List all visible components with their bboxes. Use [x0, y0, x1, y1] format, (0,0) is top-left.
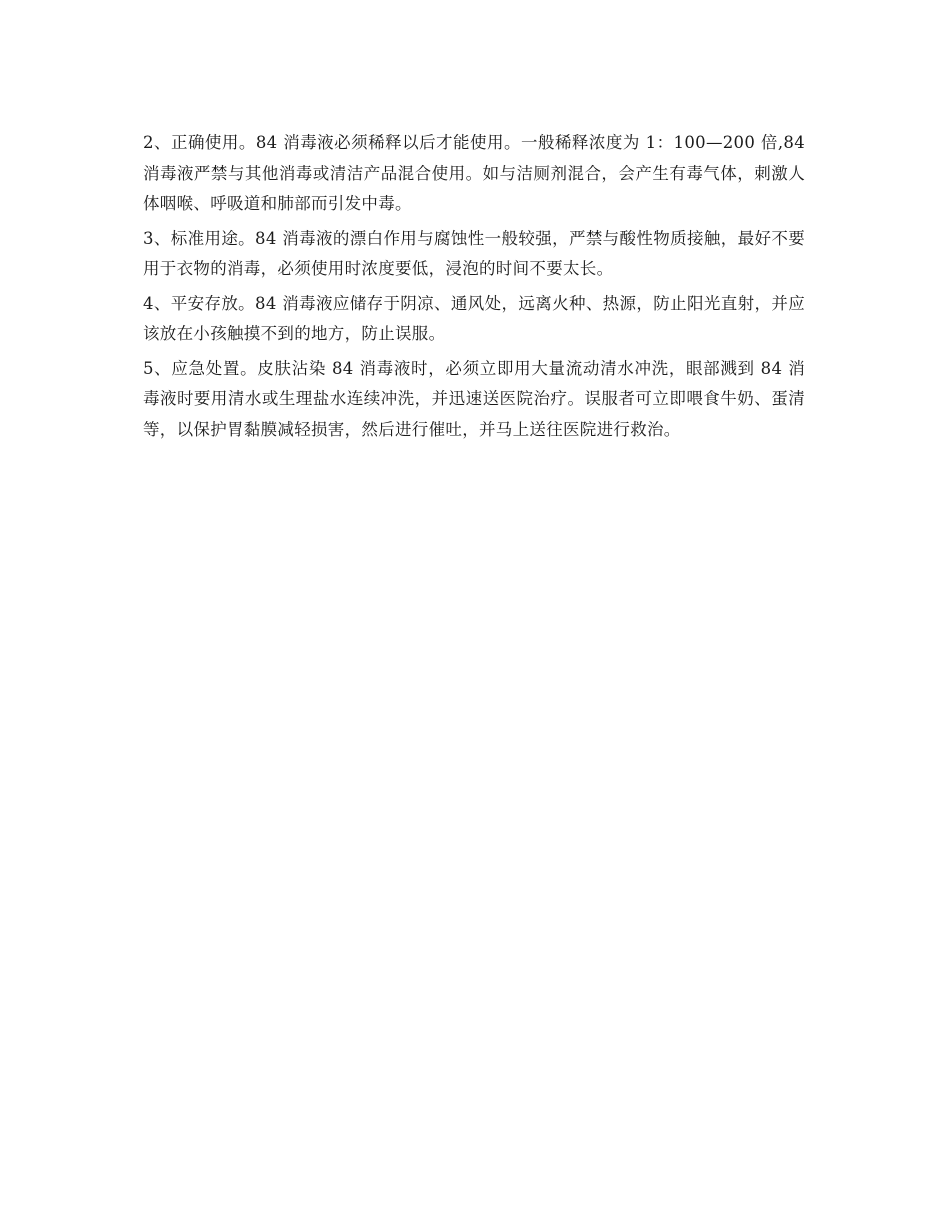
- paragraph-item-5: 5、应急处置。皮肤沾染 84 消毒液时，必须立即用大量流动清水冲洗，眼部溅到 84 消毒液时要用清水或生理盐水连续冲洗，并迅速送医院治疗。误服者可立即喂食牛奶、蛋清等，以保护胃黏膜减轻损害，然后进行催吐，并马上送往医院进行救治。: [143, 358, 805, 439]
- document-body: [143, 128, 805, 449]
- paragraph-item-3: 3、标准用途。84 消毒液的漂白作用与腐蚀性一般较强，严禁与酸性物质接触，最好不要用于衣物的消毒，必须使用时浓度要低，浸泡的时间不要太长。: [143, 228, 805, 278]
- paragraph-item-4: 4、平安存放。84 消毒液应储存于阴凉、通风处，远离火种、热源，防止阳光直射，并应该放在小孩触摸不到的地方，防止误服。: [143, 293, 805, 343]
- paragraph-item-2: 2、正确使用。84 消毒液必须稀释以后才能使用。一般稀释浓度为 1：100—200 倍,84 消毒液严禁与其他消毒或清洁产品混合使用。如与洁厕剂混合，会产生有毒气体，刺激人体咽喉、呼吸道和肺部而引发中毒。: [143, 133, 805, 213]
